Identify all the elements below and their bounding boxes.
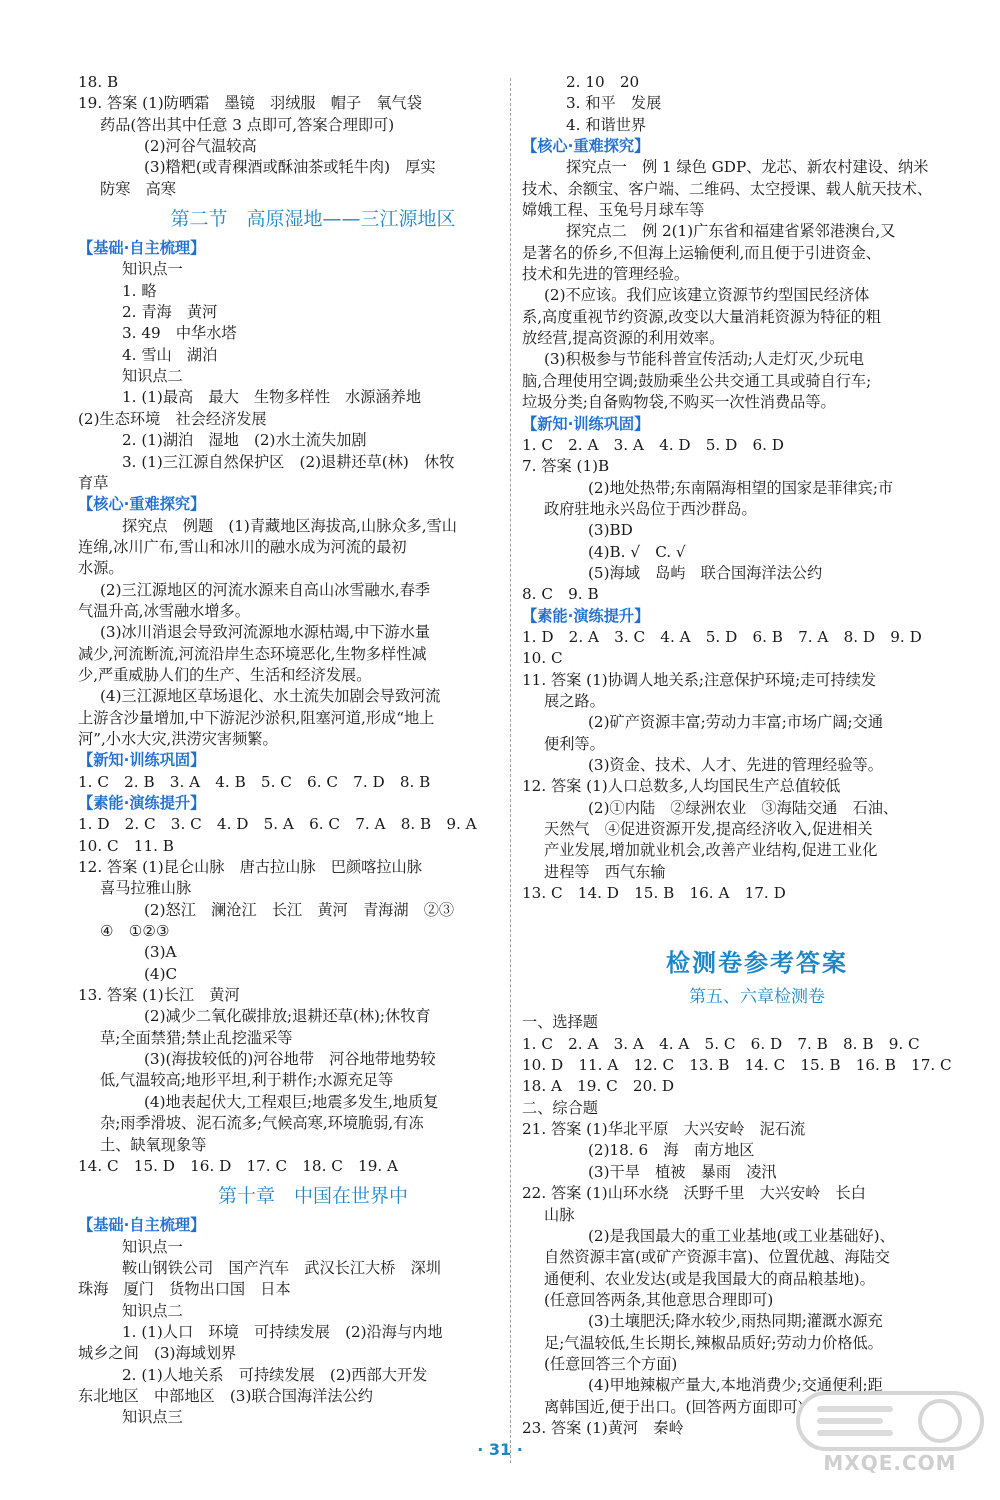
text-line: 少,严重威胁人们的生产、生活和经济发展。 — [78, 665, 372, 684]
text-line: 技术和先进的管理经验。 — [522, 265, 690, 284]
text-line: (2)生态环境 社会经济发展 — [78, 409, 267, 428]
text-line: (3)土壤肥沃;降水较少,雨热同期;灌溉水源充 — [588, 1312, 883, 1331]
text-line: 1. C 2. A 3. A 4. A 5. C 6. D 7. B 8. B 9. C — [522, 1034, 920, 1053]
text-line: 天然气 ④促进资源开发,提高经济收入,促进相关 — [544, 820, 873, 839]
text-line: 水源。 — [78, 559, 124, 578]
text-line: 气温升高,冰雪融水增多。 — [78, 601, 250, 620]
text-line: 知识点二 — [122, 1301, 183, 1320]
text-line: 10. C — [522, 649, 563, 668]
text-line: 嫦娥工程、玉兔号月球车等 — [522, 201, 705, 220]
text-line: 1. 略 — [122, 281, 157, 300]
page-number: · 31 · — [477, 1440, 523, 1459]
text-line: (3)A — [144, 943, 177, 962]
text-line: (2)三江源地区的河流水源来自高山冰雪融水,春季 — [100, 580, 431, 599]
answer-key-title: 检测卷参考答案 — [666, 949, 848, 978]
text-line: 2. (1)湖泊 湿地 (2)水土流失加剧 — [122, 431, 367, 450]
watermark-logo-icon — [790, 1385, 990, 1455]
watermark — [790, 1385, 990, 1490]
text-line: 19. 答案 (1)防晒霜 墨镜 羽绒服 帽子 氧气袋 — [78, 94, 422, 113]
text-line: 1. D 2. C 3. C 4. D 5. A 6. C 7. A 8. B 9. A — [78, 815, 477, 834]
text-line: (2)①内陆 ②绿洲农业 ③海陆交通 石油、 — [588, 798, 899, 817]
left-column — [78, 72, 548, 1429]
text-line: 通便利、农业发达(或是我国最大的商品粮基地)。 — [544, 1269, 875, 1288]
text-line: (2)怒江 澜沧江 长江 黄河 青海湖 ②③ — [144, 900, 455, 919]
text-line: (4)B. √ C. √ — [588, 542, 686, 561]
text-line: 展之路。 — [544, 691, 605, 710]
text-line: 山脉 — [544, 1205, 575, 1224]
spacer — [522, 904, 992, 944]
text-line: 22. 答案 (1)山环水绕 沃野千里 大兴安岭 长白 — [522, 1184, 866, 1203]
text-line: 21. 答案 (1)华北平原 大兴安岭 泥石流 — [522, 1120, 806, 1139]
section-header: 【 基础·自主梳理 】 — [78, 238, 548, 259]
text-line: 城乡之间 (3)海域划界 — [78, 1344, 237, 1363]
text-line: (3)干旱 植被 暴雨 凌汛 — [588, 1162, 777, 1181]
text-line: 杂;雨季滑坡、泥石流多;气候高寒,环境脆弱,有冻 — [100, 1114, 424, 1133]
text-line: 1. C 2. A 3. A 4. D 5. D 6. D — [522, 435, 784, 454]
exam-subtitle: 第五、六章检测卷 — [689, 987, 825, 1008]
watermark-text: MXQE.COM — [823, 1451, 957, 1475]
text-line: 土、缺氧现象等 — [100, 1135, 207, 1154]
text-line: (2)地处热带;东南隔海相望的国家是菲律宾;市 — [588, 478, 894, 497]
text-line: (任意回答三个方面) — [544, 1354, 678, 1373]
text-line: 知识点一 — [122, 1237, 183, 1256]
text-line: (2)河谷气温较高 — [144, 137, 257, 156]
text-line: 放经营,提高资源的利用效率。 — [522, 329, 725, 348]
text-line: 连绵,冰川广布,雪山和冰川的融水成为河流的最初 — [78, 537, 407, 556]
chapter-title: 第十章 中国在世界中 — [217, 1185, 408, 1208]
text-line: (2)矿产资源丰富;劳动力丰富;市场广阔;交通 — [588, 713, 884, 732]
text-line: 2. (1)人地关系 可持续发展 (2)西部大开发 — [122, 1365, 428, 1384]
text-line: 减少,河流断流,河流沿岸生态环境恶化,生物多样性减 — [78, 644, 427, 663]
section-header: 【 基础·自主梳理 】 — [78, 1215, 548, 1236]
text-line: 23. 答案 (1)黄河 秦岭 — [522, 1418, 684, 1437]
text-line: 11. 答案 (1)协调人地关系;注意保护环境;走可持续发 — [522, 670, 877, 689]
text-line: (5)海域 岛屿 联合国海洋法公约 — [588, 563, 823, 582]
text-line: ④ ①②③ — [100, 922, 170, 941]
text-line: 10. D 11. A 12. C 13. B 14. C 15. B 16. B 17. C — [522, 1056, 952, 1075]
text-line: 草;全面禁猎;禁止乱挖滥采等 — [100, 1028, 293, 1047]
text-line: 2. 青海 黄河 — [122, 303, 218, 322]
text-line: 知识点三 — [122, 1408, 183, 1427]
text-line: (4)地表起伏大,工程艰巨;地震多发生,地质复 — [144, 1092, 439, 1111]
text-line: 18. B — [78, 73, 119, 91]
text-line: 18. A 19. C 20. D — [522, 1077, 675, 1096]
text-line: 垃圾分类;自备购物袋,不购买一次性消费品等。 — [522, 393, 836, 412]
text-line: (2)不应该。我们应该建立资源节约型国民经济体 — [544, 286, 870, 305]
text-line: 鞍山钢铁公司 国产汽车 武汉长江大桥 深圳 — [122, 1258, 441, 1277]
text-line: 足;气温较低,生长期长,辣椒品质好;劳动力价格低。 — [544, 1333, 883, 1352]
text-line: 上游含沙量增加,中下游泥沙淤积,阻塞河道,形成“地上 — [78, 708, 435, 727]
text-line: 脑,合理使用空调;鼓励乘坐公共交通工具或骑自行车; — [522, 371, 872, 390]
text-line: 进程等 西气东输 — [544, 862, 666, 881]
text-line: 1. C 2. B 3. A 4. B 5. C 6. C 7. D 8. B — [78, 772, 431, 791]
text-line: (2)是我国最大的重工业基地(或工业基础好)、 — [588, 1226, 895, 1245]
text-line: 政府驻地永兴岛位于西沙群岛。 — [544, 499, 757, 518]
text-line: (3)BD — [588, 521, 633, 540]
section-header: 【 素能·演练提升 】 — [522, 606, 992, 627]
text-line: 喜马拉雅山脉 — [100, 879, 192, 898]
text-line: (4)C — [144, 964, 178, 983]
text-line: 探究点二 例 2(1)广东省和福建省紧邻港澳台,又 — [566, 222, 896, 241]
section-header: 【 核心·重难探究 】 — [522, 136, 992, 157]
text-line: (3)积极参与节能科普宣传活动;人走灯灭,少玩电 — [544, 350, 865, 369]
text-line: 4. 雪山 湖泊 — [122, 345, 218, 364]
text-line: 1. (1)最高 最大 生物多样性 水源涵养地 — [122, 388, 422, 407]
text-line: (2)18. 6 海 南方地区 — [588, 1141, 755, 1160]
text-line: 产业发展,增加就业机会,改善产业结构,促进工业化 — [544, 841, 878, 860]
text-line: (3)资金、技术、人才、先进的管理经验等。 — [588, 756, 883, 774]
text-line: 低,气温较高;地形平坦,利于耕作;水源充足等 — [100, 1071, 394, 1090]
text-line: 2. 10 20 — [566, 73, 640, 91]
section-header: 【 素能·演练提升 】 — [78, 793, 548, 814]
section-header: 【 新知·训练巩固 】 — [522, 414, 992, 435]
text-line: 东北地区 中部地区 (3)联合国海洋法公约 — [78, 1386, 373, 1405]
text-line: (3)糌粑(或青稞酒或酥油茶或牦牛肉) 厚实 — [144, 158, 436, 177]
text-line: 珠海 厦门 货物出口国 日本 — [78, 1280, 291, 1299]
text-line: 13. C 14. D 15. B 16. A 17. D — [522, 884, 786, 903]
text-line: (4)三江源地区草场退化、水土流失加剧会导致河流 — [100, 687, 441, 706]
text-line: 河”,小水大灾,洪涝灾害频繁。 — [78, 729, 278, 748]
text-line: 3. (1)三江源自然保护区 (2)退耕还草(林) 休牧 — [122, 452, 455, 471]
text-line: 技术、余额宝、客户端、二维码、太空授课、载人航天技术、 — [522, 179, 933, 198]
text-line: 4. 和谐世界 — [566, 115, 647, 134]
text-line: (2)减少二氧化碳排放;退耕还草(林);休牧育 — [144, 1007, 431, 1026]
text-line: 探究点一 例 1 绿色 GDP、龙芯、新农村建设、纳米 — [566, 158, 929, 177]
section-header: 【 核心·重难探究 】 — [78, 494, 548, 515]
text-line: 12. 答案 (1)人口总数多,人均国民生产总值较低 — [522, 777, 841, 796]
text-line: 1. (1)人口 环境 可持续发展 (2)沿海与内地 — [122, 1322, 443, 1341]
text-line: (3)冰川消退会导致河流源地水源枯竭,中下游水量 — [100, 623, 431, 642]
text-line: 知识点一 — [122, 260, 183, 279]
text-line: 13. 答案 (1)长江 黄河 — [78, 986, 240, 1005]
text-line: 防寒 高寒 — [100, 179, 176, 198]
column-divider — [510, 78, 511, 1463]
text-line: 便利等。 — [544, 734, 605, 753]
text-line: 8. C 9. B — [522, 585, 599, 604]
text-line: (3)(海拔较低的)河谷地带 河谷地带地势较 — [144, 1050, 436, 1069]
text-line: 3. 49 中华水塔 — [122, 324, 237, 343]
text-line: 3. 和平 发展 — [566, 94, 662, 113]
text-line: 知识点二 — [122, 367, 183, 386]
right-column — [522, 72, 992, 1439]
text-line: 1. D 2. A 3. C 4. A 5. D 6. B 7. A 8. D 9. D — [522, 627, 922, 646]
text-line: 一、选择题 — [522, 1013, 598, 1032]
text-line: 12. 答案 (1)昆仑山脉 唐古拉山脉 巴颜喀拉山脉 — [78, 858, 422, 877]
text-line: 离韩国近,便于出口。(回答两方面即可) — [544, 1397, 804, 1416]
text-line: 药品(答出其中任意 3 点即可,答案合理即可) — [100, 115, 395, 134]
text-line: 探究点 例题 (1)青藏地区海拔高,山脉众多,雪山 — [122, 516, 457, 535]
section-header: 【 新知·训练巩固 】 — [78, 750, 548, 771]
text-line: 自然资源丰富(或矿产资源丰富)、位置优越、海陆交 — [544, 1248, 890, 1267]
text-line: (任意回答两条,其他意思合理即可) — [544, 1290, 774, 1309]
text-line: 10. C 11. B — [78, 836, 174, 855]
text-line: (4)甲地辣椒产量大,本地消费少;交通便利;距 — [588, 1376, 883, 1395]
text-line: 系,高度重视节约资源,改变以大量消耗资源为特征的粗 — [522, 307, 881, 326]
text-line: 14. C 15. D 16. D 17. C 18. C 19. A — [78, 1156, 399, 1175]
text-line: 7. 答案 (1)B — [522, 457, 610, 476]
text-line: 二、综合题 — [522, 1098, 598, 1117]
text-line: 育草 — [78, 473, 109, 492]
chapter-title: 第二节 高原湿地——三江源地区 — [170, 208, 456, 231]
text-line: 是著名的侨乡,不但海上运输便利,而且便于引进资金、 — [522, 243, 881, 262]
